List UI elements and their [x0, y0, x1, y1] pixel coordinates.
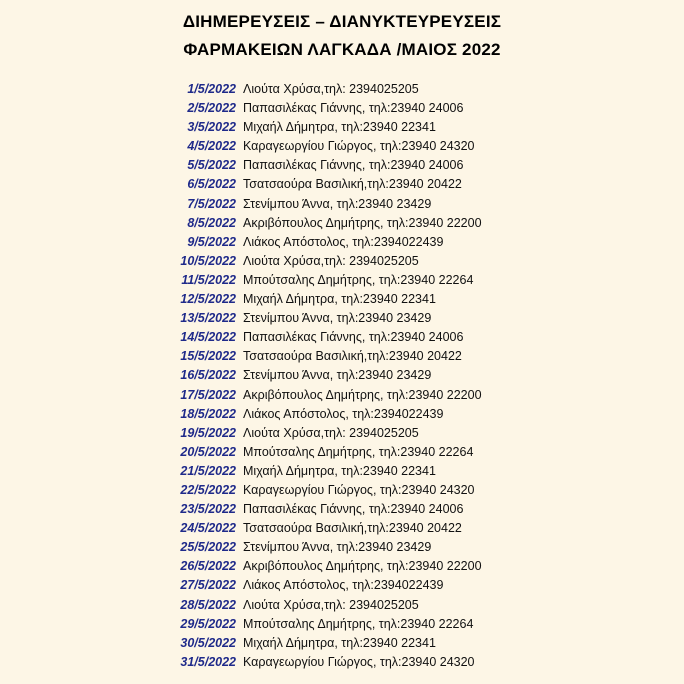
list-item	[0, 596, 684, 615]
duty-date: 19/5/2022	[180, 425, 236, 440]
list-item	[0, 557, 684, 576]
pharmacy-entry: Τσατσαούρα Βασιλική,τηλ:23940 20422	[243, 177, 462, 192]
duty-schedule-list	[0, 80, 684, 672]
list-item	[0, 137, 684, 156]
list-item	[0, 481, 684, 500]
list-item	[0, 80, 684, 99]
page-title: ΔΙΗΜΕΡΕΥΣΕΙΣ – ΔΙΑΝΥΚΤΕΥΡΕΥΣΕΙΣ	[182, 12, 502, 31]
duty-date: 28/5/2022	[180, 597, 236, 612]
list-item	[0, 519, 684, 538]
duty-date: 29/5/2022	[180, 616, 236, 631]
pharmacy-entry: Ακριβόπουλος Δημήτρης, τηλ:23940 22200	[243, 387, 482, 402]
list-item	[0, 195, 684, 214]
duty-date: 21/5/2022	[180, 463, 236, 478]
duty-date: 31/5/2022	[180, 654, 236, 669]
list-item	[0, 347, 684, 366]
list-item	[0, 233, 684, 252]
page-subtitle: ΦΑΡΜΑΚΕΙΩΝ ΛΑΓΚΑΔΑ /ΜΑΙΟΣ 2022	[183, 40, 501, 59]
duty-date: 13/5/2022	[180, 311, 236, 326]
duty-date: 15/5/2022	[180, 349, 236, 364]
duty-date: 11/5/2022	[181, 272, 236, 287]
list-item	[0, 328, 684, 347]
pharmacy-entry: Ακριβόπουλος Δημήτρης, τηλ:23940 22200	[243, 559, 482, 574]
pharmacy-entry: Καραγεωργίου Γιώργος, τηλ:23940 24320	[243, 654, 475, 669]
duty-date: 27/5/2022	[180, 578, 236, 593]
duty-date: 14/5/2022	[180, 330, 236, 345]
pharmacy-entry: Καραγεωργίου Γιώργος, τηλ:23940 24320	[243, 482, 475, 497]
pharmacy-entry: Στενίμπου Άννα, τηλ:23940 23429	[243, 196, 432, 211]
pharmacy-entry: Παπασιλέκας Γιάννης, τηλ:23940 24006	[243, 502, 464, 517]
list-item	[0, 538, 684, 557]
list-item	[0, 118, 684, 137]
duty-date: 18/5/2022	[180, 406, 236, 421]
pharmacy-entry: Καραγεωργίου Γιώργος, τηλ:23940 24320	[243, 139, 475, 154]
duty-date: 25/5/2022	[180, 540, 236, 555]
pharmacy-entry: Μπούτσαλης Δημήτρης, τηλ:23940 22264	[243, 616, 474, 631]
pharmacy-entry: Μπούτσαλης Δημήτρης, τηλ:23940 22264	[243, 272, 474, 287]
list-item	[0, 271, 684, 290]
duty-date: 30/5/2022	[180, 635, 236, 650]
list-item	[0, 214, 684, 233]
duty-date: 10/5/2022	[180, 253, 236, 268]
pharmacy-entry: Στενίμπου Άννα, τηλ:23940 23429	[243, 368, 432, 383]
pharmacy-entry: Λιάκος Απόστολος, τηλ:2394022439	[243, 234, 444, 249]
list-item	[0, 462, 684, 481]
duty-date: 2/5/2022	[187, 101, 236, 116]
list-item	[0, 156, 684, 175]
duty-date: 22/5/2022	[180, 482, 236, 497]
pharmacy-entry: Λιάκος Απόστολος, τηλ:2394022439	[243, 406, 444, 421]
pharmacy-entry: Μπούτσαλης Δημήτρης, τηλ:23940 22264	[243, 444, 474, 459]
duty-date: 6/5/2022	[187, 177, 236, 192]
list-item	[0, 175, 684, 194]
duty-date: 20/5/2022	[180, 444, 236, 459]
list-item	[0, 366, 684, 385]
list-item	[0, 634, 684, 653]
list-item	[0, 309, 684, 328]
duty-date: 12/5/2022	[180, 292, 236, 307]
list-item	[0, 290, 684, 309]
duty-date: 17/5/2022	[180, 387, 236, 402]
pharmacy-entry: Παπασιλέκας Γιάννης, τηλ:23940 24006	[243, 330, 464, 345]
pharmacy-entry: Λιούτα Χρύσα,τηλ: 2394025205	[243, 82, 419, 96]
list-item	[0, 615, 684, 634]
duty-date: 4/5/2022	[187, 139, 236, 154]
list-item	[0, 252, 684, 271]
list-item	[0, 386, 684, 405]
list-item	[0, 99, 684, 118]
pharmacy-entry: Παπασιλέκας Γιάννης, τηλ:23940 24006	[243, 158, 464, 173]
list-item	[0, 653, 684, 672]
duty-date: 26/5/2022	[180, 559, 236, 574]
list-item	[0, 405, 684, 424]
list-item	[0, 424, 684, 443]
pharmacy-entry: Παπασιλέκας Γιάννης, τηλ:23940 24006	[243, 101, 464, 116]
duty-date: 9/5/2022	[187, 234, 236, 249]
pharmacy-entry: Στενίμπου Άννα, τηλ:23940 23429	[243, 540, 432, 555]
pharmacy-entry: Στενίμπου Άννα, τηλ:23940 23429	[243, 311, 432, 326]
list-item	[0, 443, 684, 462]
duty-date: 23/5/2022	[180, 502, 236, 517]
duty-date: 5/5/2022	[187, 158, 236, 173]
list-item	[0, 576, 684, 595]
pharmacy-entry: Ακριβόπουλος Δημήτρης, τηλ:23940 22200	[243, 215, 482, 230]
pharmacy-entry: Μιχαήλ Δήμητρα, τηλ:23940 22341	[243, 292, 436, 307]
duty-date: 24/5/2022	[180, 521, 236, 536]
pharmacy-entry: Λιούτα Χρύσα,τηλ: 2394025205	[243, 597, 419, 612]
pharmacy-entry: Λιούτα Χρύσα,τηλ: 2394025205	[243, 425, 419, 440]
duty-date: 1/5/2022	[187, 82, 236, 96]
duty-date: 16/5/2022	[180, 368, 236, 383]
pharmacy-entry: Τσατσαούρα Βασιλική,τηλ:23940 20422	[243, 349, 462, 364]
duty-date: 7/5/2022	[187, 196, 236, 211]
pharmacy-entry: Μιχαήλ Δήμητρα, τηλ:23940 22341	[243, 463, 436, 478]
duty-date: 3/5/2022	[187, 120, 236, 135]
pharmacy-entry: Μιχαήλ Δήμητρα, τηλ:23940 22341	[243, 635, 436, 650]
pharmacy-entry: Λιάκος Απόστολος, τηλ:2394022439	[243, 578, 444, 593]
pharmacy-entry: Τσατσαούρα Βασιλική,τηλ:23940 20422	[243, 521, 462, 536]
pharmacy-entry: Μιχαήλ Δήμητρα, τηλ:23940 22341	[243, 120, 436, 135]
duty-date: 8/5/2022	[187, 215, 236, 230]
list-item	[0, 500, 684, 519]
pharmacy-entry: Λιούτα Χρύσα,τηλ: 2394025205	[243, 253, 419, 268]
